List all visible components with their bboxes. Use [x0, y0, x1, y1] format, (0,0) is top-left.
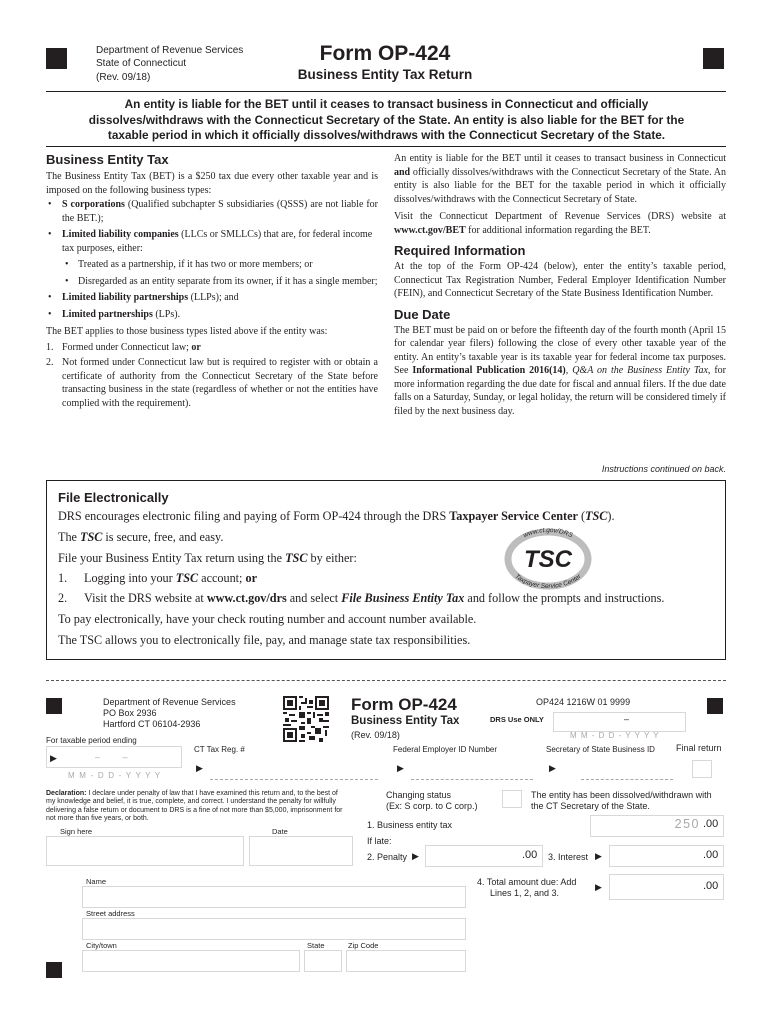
state-label: State [307, 941, 325, 950]
zip-label: Zip Code [348, 941, 379, 950]
changing-status-checkbox[interactable] [502, 790, 522, 808]
drs-use-dash: – [624, 714, 630, 724]
line-1-label: 1. Business entity tax [367, 820, 453, 830]
zip-field[interactable] [346, 950, 466, 972]
qr-code [283, 696, 329, 742]
header-agency-block [96, 45, 243, 85]
efile-option-1: 1. Logging into your TSC account; or [58, 571, 258, 585]
registration-mark-top-left [46, 48, 67, 69]
drs-use-only: DRS Use ONLY [490, 715, 544, 724]
efile-line-1: DRS encourages electronic filing and paying of Form OP-424 through the DRS Taxpayer Service Center (TSC). [58, 509, 615, 523]
drs-use-date-format: M M - D D - Y Y Y Y [570, 731, 660, 740]
fein-field[interactable] [411, 779, 533, 780]
interest-cents: .00 [703, 849, 719, 861]
right-column [394, 152, 726, 418]
arrow-marker-icon: ▶ [397, 764, 404, 774]
required-info-heading: Required Information [394, 243, 526, 258]
signature-field[interactable] [46, 836, 244, 866]
instructions-continued: Instructions continued on back. [601, 464, 726, 474]
list-item: • Disregarded as an entity separate from its owner, if it has a single member; [46, 275, 378, 289]
arrow-marker-icon: ▶ [50, 754, 57, 764]
efile-line-3: File your Business Entity Tax return using the TSC by either: [58, 551, 357, 565]
fein-label: Federal Employer ID Number [393, 745, 498, 754]
city-label: City/town [86, 941, 117, 950]
dissolved-label: The entity has been dissolved/withdrawn with the CT Secretary of the State. [531, 790, 712, 811]
sos-id-label: Secretary of State Business ID [546, 745, 655, 754]
list-item: • Limited liability companies (LLCs or SMLLCs) that are, for federal income tax purposes, either: [46, 228, 378, 255]
entity-conditions-list [46, 341, 378, 411]
mailing-address [103, 697, 236, 730]
form-title: Form OP-424 [319, 42, 451, 65]
required-info-text: At the top of the Form OP-424 (below), enter the entity’s taxable period, Connecticut Tax Registration Number, Federal Employer Identification Number (FEIN), and Connecticut Secretary of the State Business Identification Number. [394, 261, 726, 299]
drs-website-link[interactable]: www.ct.gov/drs [206, 591, 287, 605]
efile-line-2: The TSC is secure, free, and easy. [58, 530, 224, 544]
list-item: 2. Not formed under Connecticut law but is required to register with or obtain a certificate of authority from the Connecticut Secretary of the State before transacting business in the state (regardless of whether or not the entities have complied with the requirement). [46, 357, 378, 409]
registration-mark-form-left [46, 698, 62, 714]
intro-notice: An entity is liable for the BET until it ceases to transact business in Connecticut and officially dissolves/withdraws with the Connecticut Secretary of the State. An entity is also liable for the BET for the taxable period in which it officially dissolves/withdraws with the Connecticut Secretary of the State. [88, 97, 685, 142]
line-2-label: 2. Penalty [367, 852, 408, 862]
header-dept: Department of Revenue Services [96, 45, 244, 56]
tsc-logo-url: www.ct.gov/DRS [522, 528, 574, 540]
arrow-marker-icon: ▶ [196, 764, 203, 774]
name-label: Name [86, 877, 107, 886]
name-field[interactable] [82, 886, 466, 908]
state-field[interactable] [304, 950, 342, 972]
efile-option-2: 2. Visit the DRS website at www.ct.gov/drs and select File Business Entity Tax and follow the prompts and instructions. [58, 591, 665, 605]
left-column [46, 152, 378, 410]
line-1-value: 250 [674, 817, 700, 831]
list-item: • Limited partnerships (LPs). [46, 308, 378, 322]
form-code: OP424 1216W 01 9999 [536, 697, 631, 707]
date-label: Date [272, 827, 288, 836]
efile-line-7: The TSC allows you to electronically file, pay, and manage state tax responsibilities. [58, 633, 471, 647]
sign-here-label: Sign here [60, 827, 93, 836]
city-field[interactable] [82, 950, 300, 972]
address-line-1: Department of Revenue Services [103, 697, 236, 707]
ct-reg-field[interactable] [210, 779, 378, 780]
taxable-period-label: For taxable period ending [46, 736, 137, 745]
taxable-period-dashes: – – [95, 752, 138, 762]
line-3-label: 3. Interest [548, 852, 589, 862]
penalty-cents: .00 [522, 849, 538, 861]
address-line-2: PO Box 2936 [103, 708, 157, 718]
efile-line-6: To pay electronically, have your check routing number and account number available. [58, 612, 477, 626]
business-types-list [46, 198, 378, 321]
taxable-period-format: M M - D D - Y Y Y Y [68, 771, 162, 780]
registration-mark-bottom-left [46, 962, 62, 978]
tsc-logo-text: TSC [524, 546, 572, 573]
total-due-cents: .00 [703, 880, 719, 892]
due-date-heading: Due Date [394, 306, 451, 322]
intro-rule [46, 146, 726, 147]
final-return-label: Final return [676, 743, 722, 753]
address-line-3: Hartford CT 06104-2936 [103, 719, 201, 729]
drs-use-field [553, 712, 686, 732]
registration-mark-form-right [707, 698, 723, 714]
line-1-cents: .00 [703, 818, 719, 830]
signature-date-field[interactable] [249, 836, 353, 866]
line-4-label: 4. Total amount due: Add Lines 1, 2, and 3. [477, 877, 577, 898]
changing-status-label: Changing status (Ex: S corp. to C corp.) [386, 790, 478, 811]
registration-mark-top-right [703, 48, 724, 69]
list-item: • Treated as a partnership, if it has two or more members; or [46, 258, 378, 272]
arrow-marker-icon: ▶ [595, 852, 602, 862]
form-subtitle: Business Entity Tax Return [297, 67, 473, 82]
ct-reg-label: CT Tax Reg. # [194, 745, 245, 754]
list-item: • S corporations (Qualified subchapter S subsidiaries (QSSS) are not liable for the BET.); [46, 198, 378, 225]
bet-heading: Business Entity Tax [46, 152, 169, 167]
bet-link[interactable]: www.ct.gov/BET [394, 224, 466, 236]
efile-heading: File Electronically [58, 490, 169, 505]
tsc-logo-sub: Taxpayer Service Center [513, 573, 583, 590]
header-state: State of Connecticut [96, 57, 187, 69]
tsc-logo [496, 528, 600, 590]
if-late-label: If late: [367, 836, 392, 846]
arrow-marker-icon: ▶ [595, 883, 602, 893]
form-section-rev: (Rev. 09/18) [351, 730, 400, 740]
liability-text: An entity is liable for the BET until it ceases to transact business in Connecticut and officially dissolves/withdraws with the Connecticut Secretary of the State. An entity is also liable for the BET for the taxable period in which it officially dissolves/withdraws with the Connecticut Secretary of State. [394, 153, 726, 205]
arrow-marker-icon: ▶ [412, 852, 419, 862]
due-date-text: The BET must be paid on or before the fifteenth day of the fourth month (April 15 for calendar year filers) following the close of every other taxable year of the entity. An entity’s taxable year is its taxable year for federal income tax purposes. See Informational Publication 2016(14), Q&A on the Business Entity Tax, for more information regarding the due date for fiscal and annual filers. If the due date falls on a Saturday, Sunday, or legal holiday, the return will be considered timely if filed by the next business day. [394, 324, 726, 417]
form-section-subtitle: Business Entity Tax [351, 715, 460, 727]
cut-line [46, 680, 726, 681]
form-section-title: Form OP-424 [351, 695, 457, 714]
visit-drs-text: Visit the Connecticut Department of Revenue Services (DRS) website at www.ct.gov/BET for additional information regarding the BET. [394, 211, 726, 236]
street-field[interactable] [82, 918, 466, 940]
list-item: • Limited liability partnerships (LLPs); and [46, 291, 378, 305]
sos-id-field[interactable] [581, 779, 673, 780]
bet-applies-text: The BET applies to those business types listed above if the entity was: [46, 326, 328, 337]
header-rev: (Rev. 09/18) [96, 72, 151, 83]
header-rule [46, 91, 726, 92]
arrow-marker-icon: ▶ [549, 764, 556, 774]
declaration-text: Declaration: I declare under penalty of law that I have examined this return and, to the best of my knowledge and belief, it is true, complete, and correct. I understand the penalty for willfully delivering a false return or document to DRS is a fine of not more than $5,000, imprisonment for not more than five years, or both. [46, 790, 343, 822]
bet-intro-text: The Business Entity Tax (BET) is a $250 tax due every other taxable year and is imposed on the following business types: [46, 171, 378, 196]
final-return-checkbox[interactable] [692, 760, 712, 778]
efile-content [58, 489, 718, 650]
street-label: Street address [86, 909, 135, 918]
list-item: 1. Formed under Connecticut law; or [46, 341, 201, 353]
